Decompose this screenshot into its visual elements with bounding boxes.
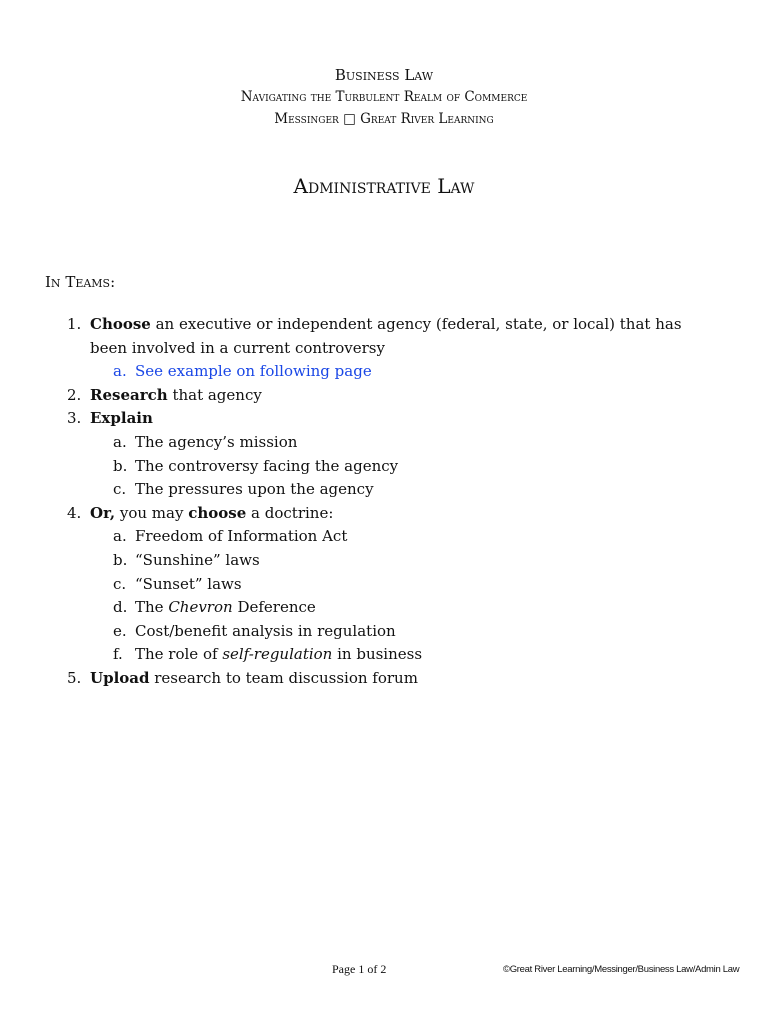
sub-item-letter: a. bbox=[113, 362, 127, 381]
item-text bbox=[90, 502, 333, 526]
sub-item bbox=[0, 596, 768, 620]
item-keyword: Or, bbox=[90, 503, 116, 522]
sub-item-letter: b. bbox=[113, 550, 128, 569]
sub-item-italic: Chevron bbox=[168, 598, 233, 617]
sub-item-pre: The bbox=[135, 598, 169, 617]
item-rest: research to team discussion forum bbox=[149, 668, 418, 687]
sub-item-text: Freedom of Information Act bbox=[135, 527, 348, 546]
sub-item-text: The controversy facing the agency bbox=[135, 456, 399, 475]
sub-item-text bbox=[135, 643, 422, 667]
sub-item-letter: a. bbox=[113, 432, 127, 451]
item-number: 1. bbox=[67, 315, 82, 333]
item-text bbox=[90, 384, 262, 408]
item-keyword: Research bbox=[90, 385, 168, 404]
sub-item-link[interactable] bbox=[0, 360, 768, 384]
sub-item-letter: f. bbox=[113, 645, 123, 664]
teams-label: In Teams: bbox=[45, 273, 116, 291]
list-item-continuation bbox=[0, 337, 768, 361]
sub-item-text: The agency’s mission bbox=[135, 432, 298, 451]
course-title: Business Law bbox=[334, 66, 434, 84]
item-text bbox=[90, 313, 682, 337]
sub-item-letter: b. bbox=[113, 456, 128, 475]
sub-item-text: “Sunshine” laws bbox=[135, 550, 260, 569]
item-number: 2. bbox=[67, 385, 82, 404]
example-link[interactable]: See example on following page bbox=[135, 362, 372, 381]
sub-item-letter: c. bbox=[113, 574, 127, 593]
list-item bbox=[0, 407, 768, 431]
sub-item-text: Cost/benefit analysis in regulation bbox=[135, 621, 396, 640]
sub-item-text: “Sunset” laws bbox=[135, 574, 242, 593]
sub-item-italic: self-regulation bbox=[222, 645, 333, 664]
sub-item-text bbox=[135, 596, 316, 620]
sub-item-letter: a. bbox=[113, 527, 127, 546]
item-text bbox=[90, 407, 153, 431]
list-item bbox=[0, 313, 768, 337]
assignment-list bbox=[0, 313, 768, 691]
sub-item-letter: c. bbox=[113, 480, 127, 499]
item-rest: that agency bbox=[167, 385, 262, 404]
item-number: 4. bbox=[67, 503, 82, 522]
item-keyword: choose bbox=[188, 503, 247, 522]
item-number: 3. bbox=[67, 409, 82, 428]
page-title: Administrative Law bbox=[293, 174, 475, 198]
sub-item bbox=[0, 573, 768, 597]
sub-item-post: in business bbox=[332, 645, 423, 664]
sub-item-letter: e. bbox=[113, 621, 127, 640]
sub-item bbox=[0, 620, 768, 644]
sub-item-post: Deference bbox=[232, 598, 316, 617]
publisher-line: Messinger □ Great River Learning bbox=[274, 111, 494, 127]
sub-item bbox=[0, 525, 768, 549]
sub-item bbox=[0, 455, 768, 479]
item-keyword: Explain bbox=[90, 409, 153, 428]
list-item bbox=[0, 384, 768, 408]
list-item bbox=[0, 667, 768, 691]
list-item bbox=[0, 502, 768, 526]
item-keyword: Choose bbox=[90, 315, 151, 333]
item-rest: a doctrine: bbox=[246, 503, 334, 522]
sub-item-text: The pressures upon the agency bbox=[135, 480, 374, 499]
sub-item-letter: d. bbox=[113, 598, 128, 617]
item-rest: an executive or independent agency (federal, state, or local) that has bbox=[150, 315, 682, 333]
course-subtitle: Navigating the Turbulent Realm of Commerce bbox=[240, 89, 528, 105]
item-keyword: Upload bbox=[90, 668, 150, 687]
sub-item bbox=[0, 431, 768, 455]
page-number: Page 1 of 2 bbox=[332, 962, 387, 976]
sub-item bbox=[0, 643, 768, 667]
sub-item bbox=[0, 549, 768, 573]
sub-item-pre: The role of bbox=[135, 645, 223, 664]
item-text bbox=[90, 667, 418, 691]
item-number: 5. bbox=[67, 668, 82, 687]
copyright-notice: ©Great River Learning/Messinger/Business Law/Admin Law bbox=[503, 964, 740, 975]
item-rest: you may bbox=[115, 503, 189, 522]
item-text: been involved in a current controversy bbox=[90, 338, 385, 357]
sub-item bbox=[0, 478, 768, 502]
